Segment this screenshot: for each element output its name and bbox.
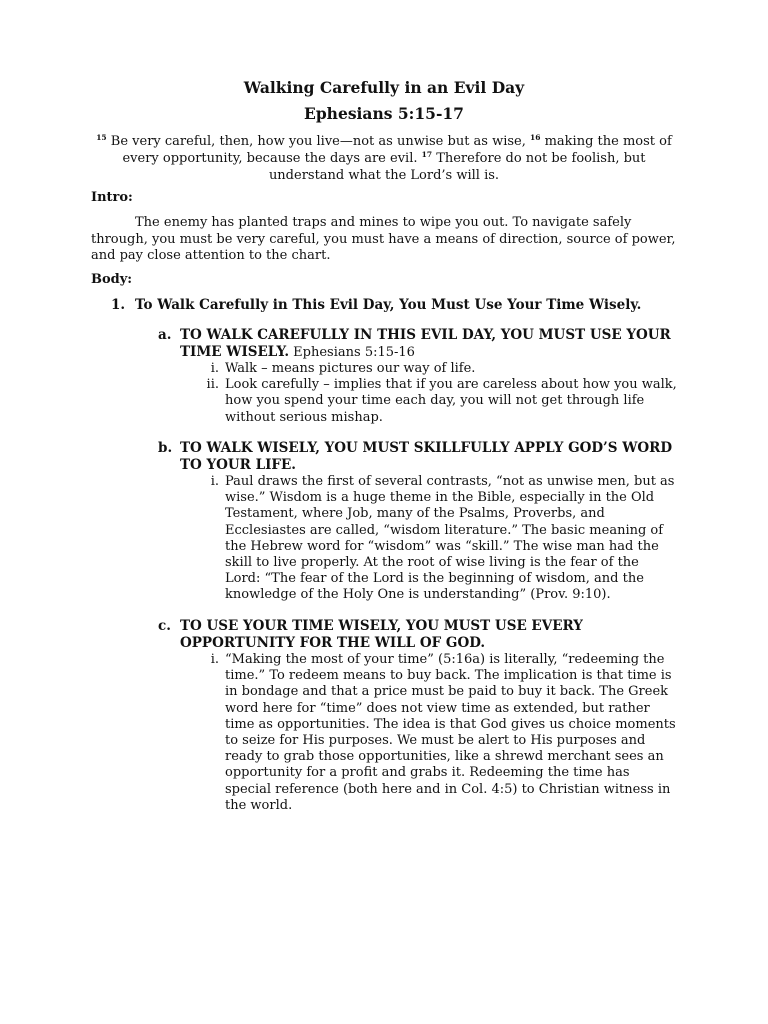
main-point-1 [111,297,681,313]
verse-15-text: Be very careful, then, how you live—not as unwise but as wise, [106,134,531,149]
point-text: To Walk Carefully in This Evil Day, You Must Use Your Time Wisely. [135,297,642,313]
subpoint-items [158,361,678,426]
item-text: Walk – means pictures our way of life. [225,361,476,376]
list-item [158,361,678,377]
roman-numeral: i. [210,474,219,489]
roman-numeral: ii. [206,377,219,393]
scripture-verse [90,133,678,184]
roman-numeral: i. [210,361,219,376]
verse-number-16: 16 [530,133,541,142]
item-text: Look carefully – implies that if you are careless about how you walk, how you spend your time each day, you will not get through life without serious mishap. [225,377,677,425]
subpoint-heading [158,327,678,361]
body-label: Body: [91,272,133,287]
verse-number-15: 15 [96,133,107,142]
subpoint-items [158,652,678,814]
list-item [158,652,678,814]
subpoint-letter: c. [158,618,171,634]
subpoint-letter: b. [158,440,173,456]
scripture-reference: Ephesians 5:15-17 [304,104,464,123]
verse-16-text-line2: every opportunity, because the days are evil. [122,151,422,166]
item-text: “Making the most of your time” (5:16a) is literally, “redeeming the time.” To redeem means to buy back. The implication is that time is in bondage and that a price must be paid to buy it back. The Greek word here for “time” does not view time as extended, but rather time as opportunities. The idea is that God gives us choice moments to seize for His purposes. We must be alert to His purposes and ready to grab those opportunities, like a shrewd merchant sees an opportunity for a profit and grabs it. Redeeming the time has special reference (both here and in Col. 4:5) to Christian witness in the world. [225,652,676,813]
list-item [158,474,678,604]
list-item [158,377,678,426]
subpoint-heading-text: TO USE YOUR TIME WISELY, YOU MUST USE EVERY OPPORTUNITY FOR THE WILL OF GOD. [180,618,583,651]
point-number: 1. [111,297,126,313]
subpoint-heading-text: TO WALK WISELY, YOU MUST SKILLFULLY APPLY GOD’S WORD TO YOUR LIFE. [180,440,673,473]
subpoint-letter: a. [158,327,172,343]
verse-16-text-line1: making the most of [540,134,672,149]
verse-number-17: 17 [421,150,433,159]
subpoint-b [158,440,678,604]
document-title: Walking Carefully in an Evil Day [243,78,525,97]
subpoint-a [158,327,678,426]
subpoint-heading [158,440,678,474]
intro-paragraph: The enemy has planted traps and mines to wipe you out. To navigate safely through, you must be very careful, you must have a means of direction, source of power, and pay close attention to the chart. [91,215,676,263]
verse-17-text-line1: Therefore do not be foolish, but [432,151,646,166]
intro-label: Intro: [91,190,133,205]
subpoint-c [158,618,678,814]
subpoint-items [158,474,678,604]
subpoint-heading-text: TO WALK CAREFULLY IN THIS EVIL DAY, YOU MUST USE YOUR TIME WISELY. [180,327,671,360]
item-text: Paul draws the first of several contrasts, “not as unwise men, but as wise.” Wisdom is a huge theme in the Bible, especially in the Old Testament, where Job, many of the Psalms, Proverbs, and Ecclesiastes are called, “wisdom literature.” The basic meaning of the Hebrew word for “wisdom” was “skill.” The wise man had the skill to live properly. At the root of wise living is the fear of the Lord: “The fear of the Lord is the beginning of wisdom, and the knowledge of the Holy One is understanding” (Prov. 9:10). [225,474,675,603]
subpoint-reference: Ephesians 5:15-16 [289,345,415,360]
subpoint-heading [158,618,678,652]
roman-numeral: i. [210,652,219,667]
verse-17-text-line2: understand what the Lord’s will is. [268,168,500,183]
